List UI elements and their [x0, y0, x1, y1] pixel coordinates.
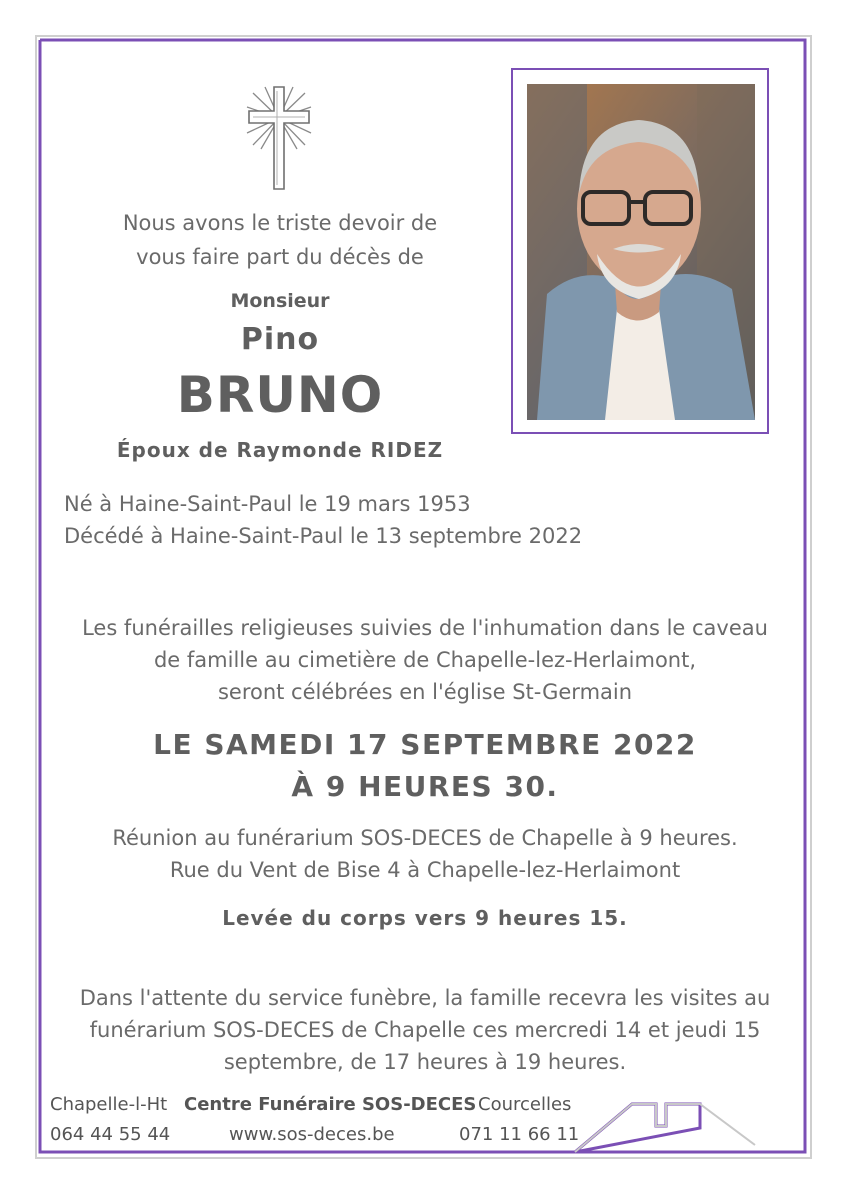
funeral-date-line-1: LE SAMEDI 17 SEPTEMBRE 2022	[153, 728, 697, 761]
visits-info	[40, 982, 810, 1078]
honorific: Monsieur	[230, 290, 330, 312]
funeral-time-line: À 9 HEURES 30.	[291, 770, 559, 803]
chapel-outline-icon	[575, 1104, 755, 1152]
intro-line-1: Nous avons le triste devoir de	[122, 211, 438, 235]
portrait-frame	[511, 68, 769, 434]
footer-left-phone: 064 44 55 44	[50, 1124, 171, 1145]
funeral-line-3: seront célébrées en l'église St-Germain	[217, 680, 633, 704]
birth-line: Né à Haine-Saint-Paul le 19 mars 1953	[64, 492, 471, 516]
footer-website[interactable]: www.sos-deces.be	[229, 1124, 395, 1145]
meeting-info	[40, 822, 810, 886]
funeral-date	[40, 724, 810, 808]
funeral-description	[40, 612, 810, 708]
footer-left-city: Chapelle-l-Ht	[50, 1094, 168, 1115]
meeting-line-2: Rue du Vent de Bise 4 à Chapelle-lez-Herlaimont	[169, 858, 681, 882]
intro-line-2: vous faire part du décès de	[136, 245, 424, 269]
radiant-cross-icon	[243, 85, 315, 193]
spouse-line: Époux de Raymonde RIDEZ	[116, 438, 444, 462]
portrait-photo	[527, 84, 755, 420]
intro-text	[80, 206, 480, 274]
levee-line: Levée du corps vers 9 heures 15.	[222, 906, 628, 930]
funeral-line-2: de famille au cimetière de Chapelle-lez-Herlaimont,	[153, 648, 697, 672]
footer-company-name: Centre Funéraire SOS-DECES	[184, 1094, 477, 1115]
visits-line-1: Dans l'attente du service funèbre, la famille recevra les visites au	[79, 986, 771, 1010]
footer-right-phone: 071 11 66 11	[459, 1124, 580, 1145]
first-name: Pino	[240, 322, 320, 357]
footer-right-city: Courcelles	[478, 1094, 572, 1115]
visits-line-3: septembre, de 17 heures à 19 heures.	[223, 1050, 627, 1074]
visits-line-2: funérarium SOS-DECES de Chapelle ces mercredi 14 et jeudi 15	[89, 1018, 761, 1042]
death-line: Décédé à Haine-Saint-Paul le 13 septembre 2022	[64, 524, 583, 548]
funeral-line-1: Les funérailles religieuses suivies de l'inhumation dans le caveau	[82, 616, 768, 640]
meeting-line-1: Réunion au funérarium SOS-DECES de Chapelle à 9 heures.	[112, 826, 738, 850]
last-name: BRUNO	[176, 366, 384, 424]
